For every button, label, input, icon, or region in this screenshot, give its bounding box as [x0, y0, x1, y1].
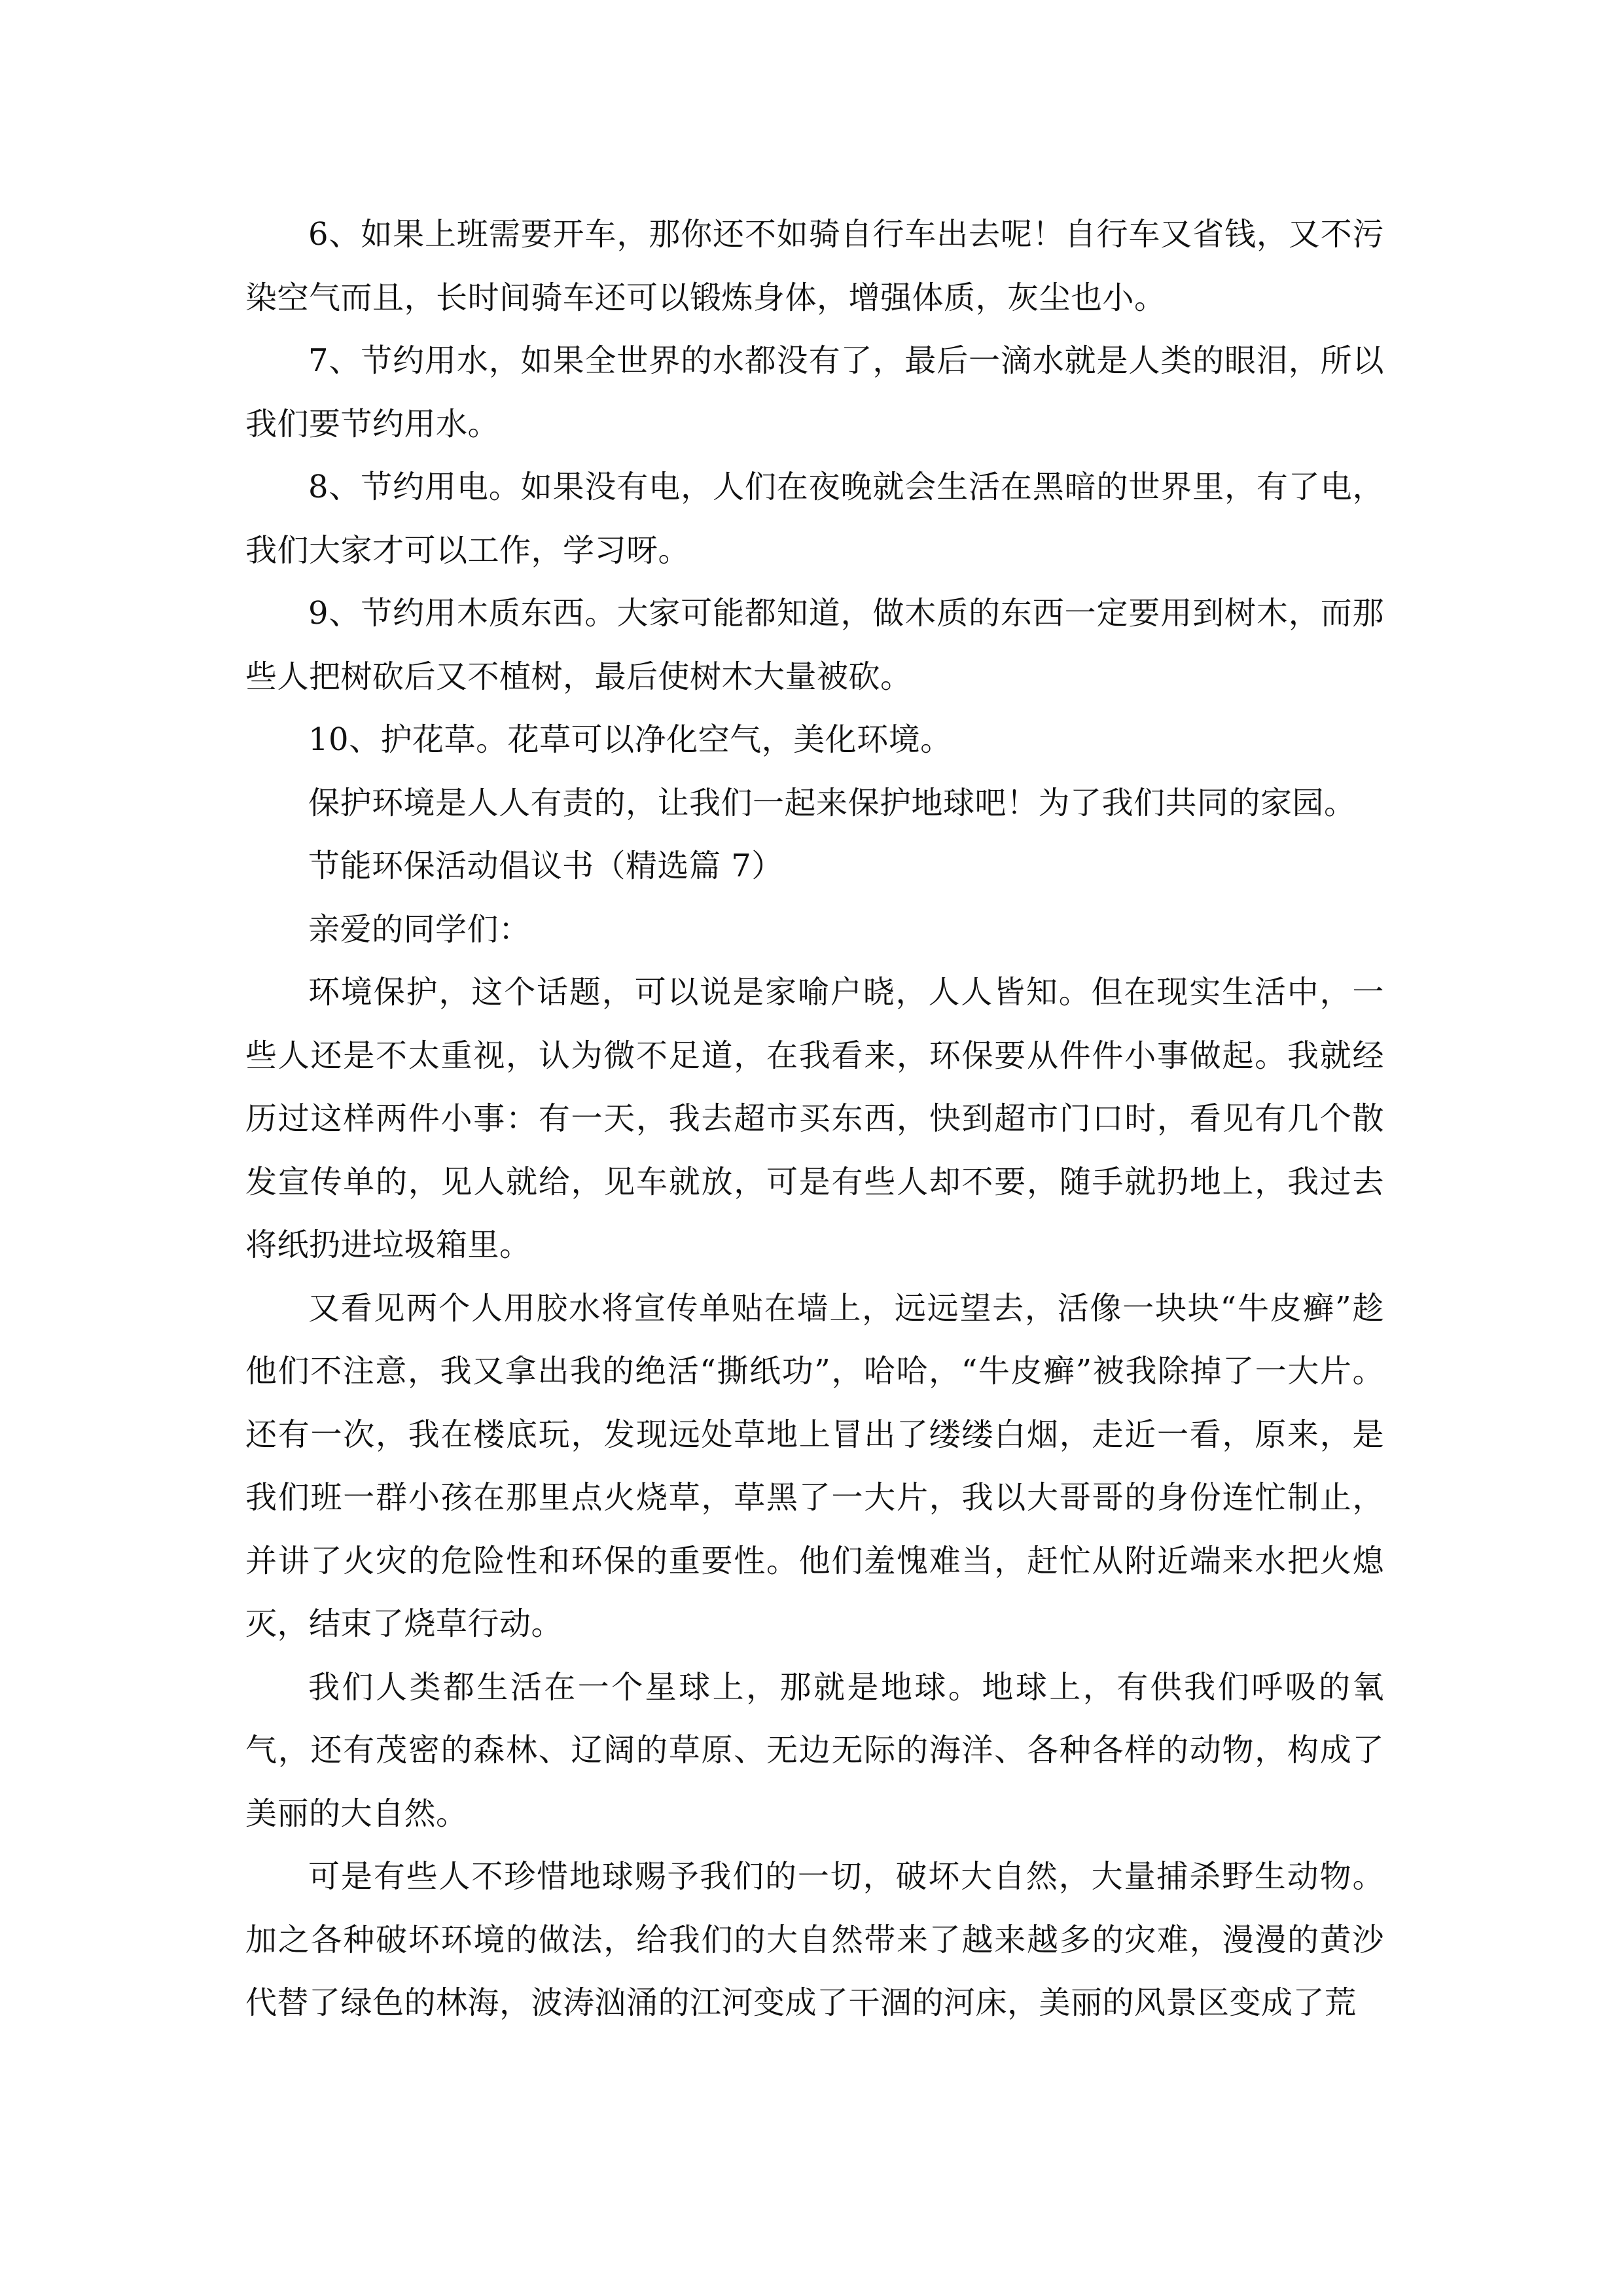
paragraph-item-6: 6、如果上班需要开车，那你还不如骑自行车出去呢！自行车又省钱，又不污染空气而且，长时间骑车还可以锻炼身体，增强体质，灰尘也小。 — [245, 216, 1384, 316]
closing-paragraph: 保护环境是人人有责的，让我们一起来保护地球吧！为了我们共同的家园。 — [308, 784, 1356, 821]
paragraph-item-7: 7、节约用水，如果全世界的水都没有了，最后一滴水就是人类的眼泪，所以我们要节约用水。 — [245, 342, 1384, 442]
body-paragraph: 我们人类都生活在一个星球上，那就是地球。地球上，有供我们呼吸的氧气，还有茂密的森林、辽阔的草原、无边无际的海洋、各种各样的动物，构成了美丽的大自然。 — [245, 1668, 1384, 1832]
body-paragraph: 又看见两个人用胶水将宣传单贴在墙上，远远望去，活像一块块“牛皮癣”趁他们不注意，我又拿出我的绝活“撕纸功”，哈哈，“牛皮癣”被我除掉了一大片。还有一次，我在楼底玩，发现远处草地上冒出了缕缕白烟，走近一看，原来，是我们班一群小孩在那里点火烧草，草黑了一大片，我以大哥哥的身份连忙制止，并讲了火灾的危险性和环保的重要性。他们羞愧难当，赶忙从附近端来水把火熄灭，结束了烧草行动。 — [245, 1289, 1384, 1642]
body-paragraph: 可是有些人不珍惜地球赐予我们的一切，破坏大自然，大量捕杀野生动物。加之各种破坏环境的做法，给我们的大自然带来了越来越多的灾难，漫漫的黄沙代替了绿色的林海，波涛汹涌的江河变成了干涸的河床，美丽的风景区变成了荒 — [245, 1858, 1384, 2021]
body-paragraph: 环境保护，这个话题，可以说是家喻户晓，人人皆知。但在现实生活中，一些人还是不太重视，认为微不足道，在我看来，环保要从件件小事做起。我就经历过这样两件小事：有一天，我去超市买东西，快到超市门口时，看见有几个散发宣传单的，见人就给，见车就放，可是有些人却不要，随手就扔地上，我过去将纸扔进垃圾箱里。 — [245, 974, 1384, 1263]
paragraph-item-10: 10、护花草。花草可以净化空气，美化环境。 — [308, 721, 952, 758]
paragraph-item-8: 8、节约用电。如果没有电，人们在夜晚就会生活在黑暗的世界里，有了电，我们大家才可以工作，学习呀。 — [245, 469, 1384, 569]
document-body — [245, 203, 1384, 2035]
section-title: 节能环保活动倡议书（精选篇 7） — [308, 848, 783, 884]
salutation: 亲爱的同学们： — [308, 910, 531, 948]
paragraph-item-9: 9、节约用木质东西。大家可能都知道，做木质的东西一定要用到树木，而那些人把树砍后又不植树，最后使树木大量被砍。 — [245, 595, 1384, 695]
